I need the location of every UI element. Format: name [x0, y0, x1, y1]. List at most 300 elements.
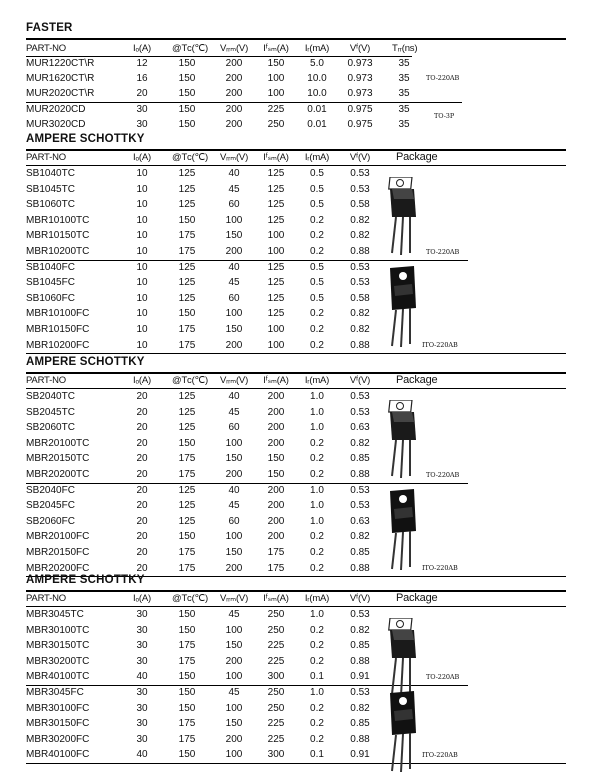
- cell: 12: [136, 58, 148, 69]
- cell: 0.2: [310, 640, 324, 651]
- table-row: [26, 322, 566, 337]
- header-package: Package: [396, 592, 438, 604]
- cell: 30: [136, 104, 148, 115]
- cell: 0.88: [350, 734, 370, 745]
- cell: 200: [267, 407, 285, 418]
- cell: 125: [267, 168, 285, 179]
- section-schottky-20a: [26, 356, 566, 576]
- table-row: [26, 117, 566, 132]
- cell: 150: [178, 625, 196, 636]
- table-row: [26, 389, 566, 404]
- cell: 30: [136, 640, 148, 651]
- cell: 0.2: [310, 215, 324, 226]
- header-ifsm: Iᶠₛₘ(A): [263, 43, 289, 54]
- header-tc: @Tᴄ(℃): [172, 152, 208, 163]
- table-row: [26, 436, 566, 451]
- cell: 225: [267, 656, 285, 667]
- cell: 0.91: [350, 749, 370, 760]
- cell: 16: [136, 73, 148, 84]
- cell: 150: [225, 324, 243, 335]
- cell: 200: [225, 88, 243, 99]
- cell: 60: [228, 422, 240, 433]
- cell: 150: [267, 58, 285, 69]
- package-label: TO-220AB: [426, 74, 460, 82]
- cell: 0.82: [350, 438, 370, 449]
- cell: 0.2: [310, 453, 324, 464]
- header-vrrm: Vᵣᵣₘ(V): [219, 43, 249, 54]
- cell: 0.58: [350, 199, 370, 210]
- cell: 100: [267, 324, 285, 335]
- cell: 250: [267, 119, 285, 130]
- cell: 0.53: [350, 500, 370, 511]
- cell: 0.2: [310, 531, 324, 542]
- cell: 1.0: [310, 485, 324, 496]
- cell: MBR20100FC: [26, 531, 90, 542]
- table-row: [26, 483, 566, 498]
- cell: 0.5: [310, 277, 324, 288]
- table-row: [26, 71, 566, 86]
- package-label: TO-220AB: [426, 471, 460, 479]
- table-row: [26, 166, 566, 181]
- header-io: Iₒ(A): [133, 593, 151, 604]
- cell: 175: [267, 563, 285, 574]
- cell: 175: [178, 563, 196, 574]
- cell: MUR1620CT\R: [26, 73, 95, 84]
- cell: 100: [267, 73, 285, 84]
- cell: 250: [267, 687, 285, 698]
- cell: SB2040TC: [26, 391, 75, 402]
- cell: 10: [136, 262, 148, 273]
- to220-package-image: [384, 400, 424, 480]
- cell: 250: [267, 609, 285, 620]
- cell: 200: [225, 58, 243, 69]
- cell: 0.973: [347, 88, 373, 99]
- cell: 45: [228, 407, 240, 418]
- cell: 1.0: [310, 391, 324, 402]
- cell: 20: [136, 563, 148, 574]
- cell: 100: [267, 88, 285, 99]
- cell: 300: [267, 671, 285, 682]
- cell: SB1045FC: [26, 277, 75, 288]
- cell: 30: [136, 119, 148, 130]
- cell: 35: [398, 88, 410, 99]
- cell: 225: [267, 104, 285, 115]
- cell: 0.88: [350, 469, 370, 480]
- cell: 125: [178, 500, 196, 511]
- cell: 0.53: [350, 391, 370, 402]
- cell: MUR2020CD: [26, 104, 86, 115]
- cell: 150: [178, 88, 196, 99]
- cell: 40: [228, 168, 240, 179]
- cell: 10: [136, 277, 148, 288]
- cell: 0.63: [350, 422, 370, 433]
- cell: 1.0: [310, 422, 324, 433]
- cell: SB1040TC: [26, 168, 75, 179]
- cell: 0.2: [310, 324, 324, 335]
- ito220-package-image: [384, 266, 424, 348]
- cell: 0.5: [310, 184, 324, 195]
- table-row: [26, 607, 566, 622]
- table-row: [26, 244, 566, 259]
- cell: 60: [228, 293, 240, 304]
- cell: SB1040FC: [26, 262, 75, 273]
- cell: 0.53: [350, 609, 370, 620]
- cell: MBR30100FC: [26, 703, 90, 714]
- cell: 100: [225, 215, 243, 226]
- table-row: [26, 514, 566, 529]
- cell: 0.82: [350, 625, 370, 636]
- cell: 200: [225, 734, 243, 745]
- cell: 10: [136, 215, 148, 226]
- cell: 0.975: [347, 119, 373, 130]
- cell: 10.0: [307, 73, 327, 84]
- package-label: TO-3P: [434, 112, 455, 120]
- cell: 0.53: [350, 262, 370, 273]
- table-row: [26, 420, 566, 435]
- cell: 0.82: [350, 215, 370, 226]
- cell: 0.2: [310, 438, 324, 449]
- cell: 0.1: [310, 749, 324, 760]
- cell: 60: [228, 199, 240, 210]
- cell: MBR3045FC: [26, 687, 84, 698]
- header-ir: Iᵣ(mA): [304, 43, 330, 54]
- cell: 20: [136, 485, 148, 496]
- table-row: [26, 545, 566, 560]
- cell: 100: [267, 246, 285, 257]
- cell: 0.53: [350, 277, 370, 288]
- cell: SB1060FC: [26, 293, 75, 304]
- cell: 200: [267, 438, 285, 449]
- cell: 0.2: [310, 734, 324, 745]
- cell: 125: [267, 277, 285, 288]
- cell: 300: [267, 749, 285, 760]
- cell: 10: [136, 246, 148, 257]
- cell: 200: [267, 391, 285, 402]
- table-row: [26, 405, 566, 420]
- cell: 125: [178, 422, 196, 433]
- header-trr: Tᵣᵣ(ns): [392, 43, 418, 54]
- cell: 225: [267, 734, 285, 745]
- cell: 150: [225, 547, 243, 558]
- cell: 10: [136, 293, 148, 304]
- cell: 200: [267, 516, 285, 527]
- divider: [26, 483, 468, 484]
- cell: 150: [178, 58, 196, 69]
- divider: [26, 102, 412, 103]
- cell: 10: [136, 340, 148, 351]
- cell: 150: [178, 749, 196, 760]
- cell: 175: [178, 230, 196, 241]
- table-row: [26, 213, 566, 228]
- cell: 0.53: [350, 485, 370, 496]
- cell: 0.53: [350, 687, 370, 698]
- cell: 40: [228, 391, 240, 402]
- ito220-package-image: [384, 489, 424, 571]
- cell: 30: [136, 703, 148, 714]
- cell: 0.53: [350, 407, 370, 418]
- cell: 200: [267, 485, 285, 496]
- cell: 150: [225, 640, 243, 651]
- header-ifsm: Iᶠₛₘ(A): [263, 375, 289, 386]
- cell: 175: [178, 340, 196, 351]
- cell: 20: [136, 500, 148, 511]
- cell: 175: [178, 324, 196, 335]
- header-vf: Vᶠ(V): [349, 43, 371, 54]
- cell: 0.975: [347, 104, 373, 115]
- cell: 0.82: [350, 308, 370, 319]
- cell: 100: [225, 703, 243, 714]
- cell: 125: [178, 485, 196, 496]
- cell: SB2045FC: [26, 500, 75, 511]
- cell: 20: [136, 438, 148, 449]
- cell: 175: [178, 656, 196, 667]
- cell: MBR10100TC: [26, 215, 90, 226]
- cell: 0.91: [350, 671, 370, 682]
- cell: 150: [178, 438, 196, 449]
- cell: 175: [178, 547, 196, 558]
- cell: 150: [178, 703, 196, 714]
- cell: 200: [225, 119, 243, 130]
- table-row: [26, 197, 566, 212]
- section-title: AMPERE SCHOTTKY: [26, 356, 145, 368]
- cell: 0.2: [310, 703, 324, 714]
- cell: MBR10200TC: [26, 246, 90, 257]
- cell: 10: [136, 199, 148, 210]
- cell: 125: [178, 277, 196, 288]
- table-row: [26, 623, 566, 638]
- divider: [26, 353, 566, 354]
- section-title: AMPERE SCHOTTKY: [26, 574, 145, 586]
- cell: 125: [267, 215, 285, 226]
- cell: 10: [136, 324, 148, 335]
- cell: 225: [267, 718, 285, 729]
- cell: 200: [225, 340, 243, 351]
- divider: [26, 763, 566, 764]
- cell: 125: [178, 407, 196, 418]
- cell: 125: [178, 293, 196, 304]
- to220-package-image: [384, 177, 424, 257]
- cell: 200: [267, 422, 285, 433]
- cell: 20: [136, 516, 148, 527]
- cell: 175: [178, 734, 196, 745]
- header-ifsm: Iᶠₛₘ(A): [263, 152, 289, 163]
- divider: [412, 102, 462, 103]
- cell: 0.85: [350, 718, 370, 729]
- table-row: [26, 275, 566, 290]
- cell: 125: [178, 391, 196, 402]
- table-row: [26, 338, 566, 353]
- cell: 125: [267, 199, 285, 210]
- cell: 0.82: [350, 230, 370, 241]
- cell: 30: [136, 625, 148, 636]
- cell: 125: [178, 516, 196, 527]
- header-io: Iₒ(A): [133, 375, 151, 386]
- cell: 0.85: [350, 640, 370, 651]
- cell: 200: [225, 563, 243, 574]
- cell: 0.82: [350, 324, 370, 335]
- cell: 100: [225, 438, 243, 449]
- cell: 100: [225, 749, 243, 760]
- cell: 40: [136, 749, 148, 760]
- cell: 30: [136, 718, 148, 729]
- section-title: FASTER: [26, 22, 73, 34]
- cell: 30: [136, 687, 148, 698]
- header-vf: Vᶠ(V): [349, 375, 371, 386]
- cell: MBR10150TC: [26, 230, 90, 241]
- cell: 1.0: [310, 516, 324, 527]
- cell: MBR10150FC: [26, 324, 90, 335]
- package-label: ITO-220AB: [422, 341, 458, 349]
- table-row: [26, 102, 566, 117]
- header-io: Iₒ(A): [133, 152, 151, 163]
- package-label: TO-220AB: [426, 248, 460, 256]
- cell: 10: [136, 168, 148, 179]
- table-row: [26, 451, 566, 466]
- cell: 200: [225, 246, 243, 257]
- cell: MBR30200TC: [26, 656, 90, 667]
- header-part-no: PART-NO: [26, 593, 66, 604]
- cell: 0.88: [350, 340, 370, 351]
- cell: 150: [225, 230, 243, 241]
- cell: 20: [136, 531, 148, 542]
- cell: 40: [228, 485, 240, 496]
- cell: MBR40100TC: [26, 671, 90, 682]
- cell: 10: [136, 184, 148, 195]
- table-row: [26, 182, 566, 197]
- header-package: Package: [396, 374, 438, 386]
- cell: 60: [228, 516, 240, 527]
- cell: SB2040FC: [26, 485, 75, 496]
- cell: 100: [267, 230, 285, 241]
- cell: 0.88: [350, 563, 370, 574]
- cell: MBR30200FC: [26, 734, 90, 745]
- cell: 0.58: [350, 293, 370, 304]
- table-row: [26, 732, 566, 747]
- cell: 0.2: [310, 547, 324, 558]
- cell: MBR40100FC: [26, 749, 90, 760]
- cell: 200: [225, 73, 243, 84]
- cell: 0.5: [310, 168, 324, 179]
- cell: 175: [267, 547, 285, 558]
- header-part-no: PART-NO: [26, 375, 66, 386]
- section-faster: [26, 22, 566, 134]
- cell: 175: [178, 718, 196, 729]
- cell: 10: [136, 308, 148, 319]
- header-tc: @Tᴄ(℃): [172, 593, 208, 604]
- cell: MBR10200FC: [26, 340, 90, 351]
- to220-package-image: [384, 618, 424, 698]
- cell: 0.1: [310, 671, 324, 682]
- header-vrrm: Vᵣᵣₘ(V): [219, 152, 249, 163]
- cell: 0.82: [350, 531, 370, 542]
- cell: MUR3020CD: [26, 119, 86, 130]
- cell: 0.2: [310, 718, 324, 729]
- cell: 45: [228, 184, 240, 195]
- cell: 0.2: [310, 656, 324, 667]
- cell: MBR3045TC: [26, 609, 84, 620]
- section-schottky-10a: [26, 133, 566, 359]
- cell: MBR30100TC: [26, 625, 90, 636]
- cell: 0.5: [310, 293, 324, 304]
- cell: 100: [225, 531, 243, 542]
- cell: 35: [398, 104, 410, 115]
- cell: MBR20100TC: [26, 438, 90, 449]
- package-label: TO-220AB: [426, 673, 460, 681]
- cell: 35: [398, 119, 410, 130]
- cell: 20: [136, 422, 148, 433]
- cell: 100: [267, 340, 285, 351]
- cell: 150: [178, 671, 196, 682]
- cell: 150: [225, 718, 243, 729]
- table-row: [26, 685, 566, 700]
- cell: 30: [136, 609, 148, 620]
- header-row: [26, 591, 566, 606]
- cell: 20: [136, 407, 148, 418]
- cell: 10.0: [307, 88, 327, 99]
- header-row: [26, 373, 566, 388]
- cell: 125: [178, 168, 196, 179]
- cell: MBR20200FC: [26, 563, 90, 574]
- cell: 0.5: [310, 262, 324, 273]
- cell: 125: [267, 308, 285, 319]
- cell: 0.01: [307, 119, 327, 130]
- cell: 0.85: [350, 547, 370, 558]
- header-vf: Vᶠ(V): [349, 152, 371, 163]
- cell: SB2060FC: [26, 516, 75, 527]
- cell: 175: [178, 246, 196, 257]
- cell: 150: [267, 453, 285, 464]
- cell: SB1060TC: [26, 199, 75, 210]
- cell: 30: [136, 734, 148, 745]
- cell: 200: [225, 104, 243, 115]
- cell: 0.53: [350, 184, 370, 195]
- cell: 0.53: [350, 168, 370, 179]
- table-row: [26, 638, 566, 653]
- cell: 150: [178, 308, 196, 319]
- header-part-no: PART-NO: [26, 152, 66, 163]
- cell: 20: [136, 453, 148, 464]
- cell: 45: [228, 277, 240, 288]
- table-row: [26, 56, 566, 71]
- cell: 175: [178, 453, 196, 464]
- table-row: [26, 291, 566, 306]
- table-row: [26, 701, 566, 716]
- cell: 45: [228, 609, 240, 620]
- cell: MUR1220CT\R: [26, 58, 95, 69]
- cell: 0.01: [307, 104, 327, 115]
- cell: 125: [267, 184, 285, 195]
- cell: 200: [225, 469, 243, 480]
- header-tc: @Tᴄ(℃): [172, 43, 208, 54]
- cell: 0.2: [310, 469, 324, 480]
- header-part-no: PART-NO: [26, 43, 66, 54]
- header-row: [26, 150, 566, 165]
- cell: SB2060TC: [26, 422, 75, 433]
- header-ifsm: Iᶠₛₘ(A): [263, 593, 289, 604]
- cell: 40: [136, 671, 148, 682]
- cell: MBR10100FC: [26, 308, 90, 319]
- table-row: [26, 86, 566, 101]
- cell: 0.2: [310, 340, 324, 351]
- header-vrrm: Vᵣᵣₘ(V): [219, 593, 249, 604]
- cell: 200: [267, 531, 285, 542]
- header-package: Package: [396, 151, 438, 163]
- cell: 125: [267, 262, 285, 273]
- cell: 125: [178, 262, 196, 273]
- cell: 150: [178, 119, 196, 130]
- cell: 0.2: [310, 230, 324, 241]
- cell: 175: [178, 469, 196, 480]
